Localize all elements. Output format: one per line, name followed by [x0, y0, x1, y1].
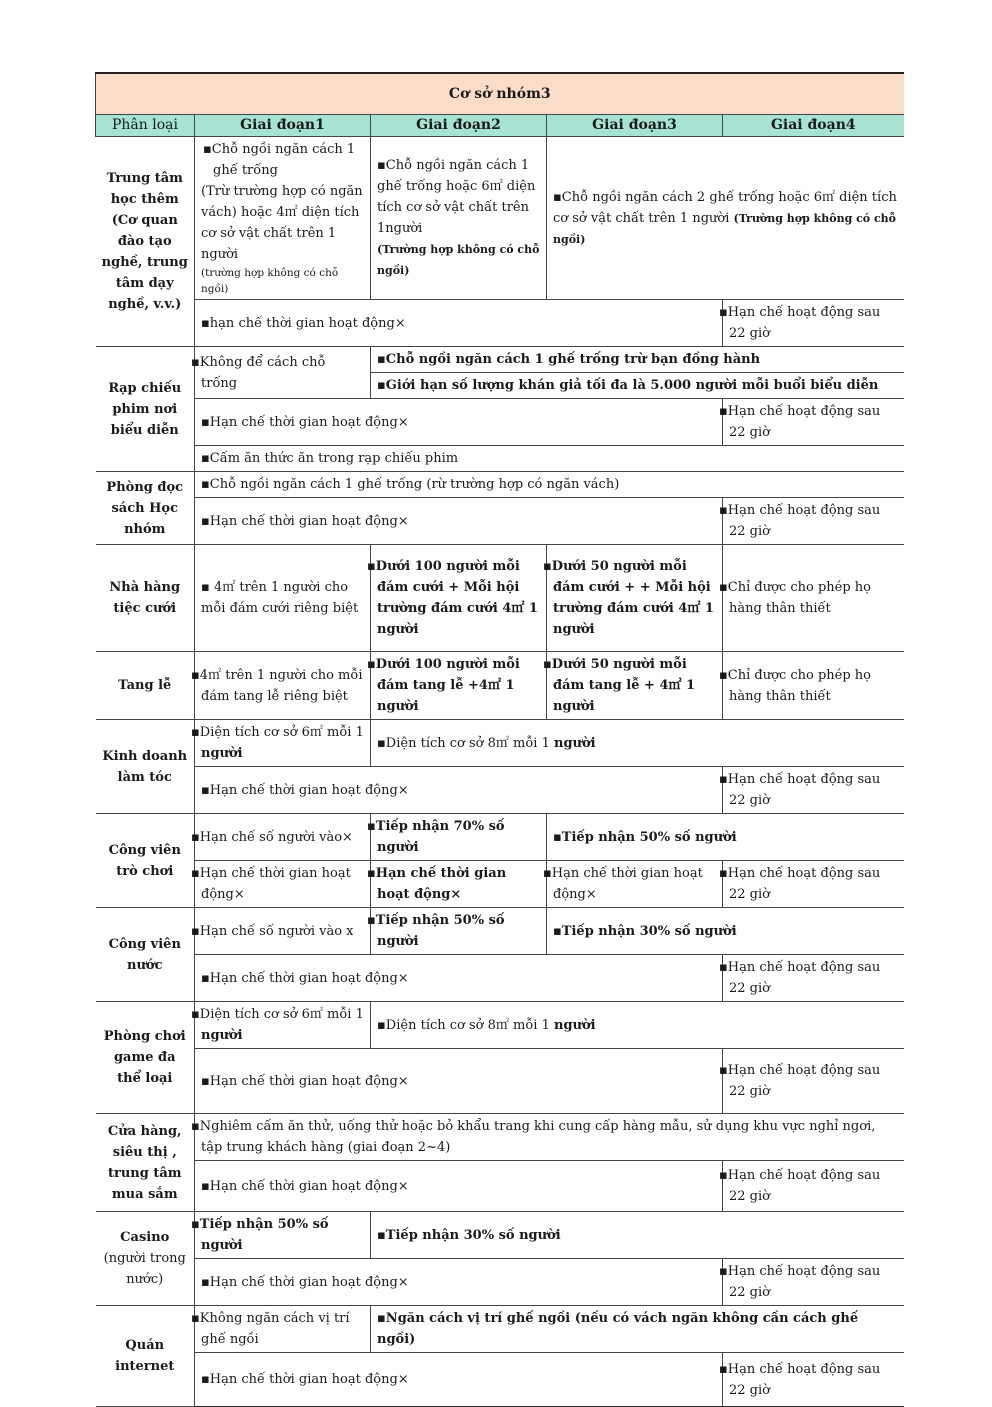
- game-g1-text: ▪Diện tích cơ sở 6㎡ mỗi 1: [191, 1007, 364, 1022]
- reading-seat: ▪Chỗ ngồi ngăn cách 1 ghế trống (rừ trường hợp có ngăn vách): [195, 472, 904, 498]
- tutoring-g2-seat: ▪Chỗ ngồi ngăn cách 1 ghế trống hoặc 6㎡ diện tích cơ sở vật chất trên 1người: [377, 158, 536, 236]
- amusement-g1-time: ▪Hạn chế thời gian hoạt động×: [195, 861, 371, 908]
- casino-g234: ▪Tiếp nhận 30% số người: [371, 1212, 904, 1259]
- casino-g4-time: ▪Hạn chế hoạt động sau 22 giờ: [723, 1259, 904, 1306]
- store-g4-time: ▪Hạn chế hoạt động sau 22 giờ: [723, 1161, 904, 1212]
- tutoring-g34-note: (Trường hợp không có chỗ ngồi): [553, 211, 896, 246]
- amusement-g1-people: ▪Hạn chế số người vào×: [195, 814, 371, 861]
- water-time: ▪Hạn chế thời gian hoạt động×: [195, 955, 723, 1002]
- tutoring-g2-note: (Trường hợp không có chỗ ngồi): [377, 243, 540, 277]
- category-funeral: Tang lễ: [96, 652, 195, 720]
- cinema-g4-time: ▪Hạn chế hoạt động sau 22 giờ: [723, 399, 904, 446]
- table-row: [96, 446, 904, 472]
- tutoring-g1-note: (trường hợp không có chỗ ngồi): [201, 267, 339, 295]
- category-game: Phòng chơi game đa thể loại: [96, 1002, 195, 1114]
- water-g2-people: ▪Tiếp nhận 50% số người: [371, 908, 547, 955]
- category-casino: [96, 1212, 195, 1306]
- water-g1-people: ▪Hạn chế số người vào x: [195, 908, 371, 955]
- casino-g1: ▪Tiếp nhận 50% số người: [195, 1212, 371, 1259]
- table-row: [96, 545, 904, 652]
- amusement-g2-people: ▪Tiếp nhận 70% số người: [371, 814, 547, 861]
- hair-g4-time: ▪Hạn chế hoạt động sau 22 giờ: [723, 767, 904, 814]
- tutoring-time: ▪hạn chế thời gian hoạt động×: [195, 300, 723, 347]
- hair-g234: [371, 720, 904, 767]
- store-time: ▪Hạn chế thời gian hoạt động×: [195, 1161, 723, 1212]
- tutoring-g4-time: ▪Hạn chế hoạt động sau 22 giờ: [723, 300, 904, 347]
- amusement-g34-people: ▪Tiếp nhận 50% số người: [547, 814, 904, 861]
- wedding-g2: ▪Dưới 100 người mỗi đám cưới + Mỗi hội trường đám cưới 4㎡ 1 người: [371, 545, 547, 652]
- table-row: [96, 1306, 904, 1353]
- table-row: [96, 1114, 904, 1161]
- table-row: [96, 652, 904, 720]
- hair-g234-unit: người: [554, 735, 596, 751]
- table-row: [96, 955, 904, 1002]
- table-row: [96, 1353, 904, 1407]
- tutoring-g1-seat: ▪Chỗ ngồi ngăn cách 1 ghế trống: [203, 142, 356, 178]
- game-g234: [371, 1002, 904, 1049]
- header-stage-1: Giai đoạn1: [195, 115, 371, 137]
- game-time: ▪Hạn chế thời gian hoạt động×: [195, 1049, 723, 1114]
- wedding-g3: ▪Dưới 50 người mỗi đám cưới + + Mỗi hội trường đám cưới 4㎡ 1 người: [547, 545, 723, 652]
- game-g234-unit: người: [554, 1017, 596, 1033]
- category-reading: Phòng đọc sách Học nhóm: [96, 472, 195, 545]
- game-g234-text: ▪Diện tích cơ sở 8㎡ mỗi 1: [377, 1017, 555, 1033]
- category-wedding: Nhà hàng tiệc cưới: [96, 545, 195, 652]
- category-internet: Quán internet: [96, 1306, 195, 1407]
- cinema-g1: ▪Không để cách chỗ trống: [195, 347, 371, 399]
- header-stage-2: Giai đoạn2: [371, 115, 547, 137]
- funeral-g1: ▪4㎡ trên 1 người cho mỗi đám tang lễ riêng biệt: [195, 652, 371, 720]
- reading-g4-time: ▪Hạn chế hoạt động sau 22 giờ: [723, 498, 904, 545]
- reading-time: ▪Hạn chế thời gian hoạt động×: [195, 498, 723, 545]
- amusement-g4-time: ▪Hạn chế hoạt động sau 22 giờ: [723, 861, 904, 908]
- header-stage-4: Giai đoạn4: [723, 115, 904, 137]
- game-g1-unit: người: [201, 1028, 243, 1043]
- internet-time: ▪Hạn chế thời gian hoạt động×: [195, 1353, 723, 1407]
- table-row: [96, 1002, 904, 1049]
- table-row: [96, 1161, 904, 1212]
- header-row: [96, 115, 904, 137]
- category-hair: Kinh doanh làm tóc: [96, 720, 195, 814]
- amusement-g3-time: ▪Hạn chế thời gian hoạt động×: [547, 861, 723, 908]
- hair-time: ▪Hạn chế thời gian hoạt động×: [195, 767, 723, 814]
- cinema-g234-seat: ▪Chỗ ngồi ngăn cách 1 ghế trống trừ bạn đồng hành: [371, 347, 904, 373]
- header-stage-3: Giai đoạn3: [547, 115, 723, 137]
- table-row: [96, 472, 904, 498]
- internet-g1: ▪Không ngăn cách vị trí ghế ngồi: [195, 1306, 371, 1353]
- table-row: [96, 767, 904, 814]
- tutoring-g34: [547, 137, 904, 300]
- table-row: [96, 1259, 904, 1306]
- category-amusement: Công viên trò chơi: [96, 814, 195, 908]
- table-row: [96, 861, 904, 908]
- internet-g234: ▪Ngăn cách vị trí ghế ngồi (nếu có vách ngăn không cần cách ghế ngồi): [371, 1306, 904, 1353]
- table-row: [96, 720, 904, 767]
- category-water: Công viên nước: [96, 908, 195, 1002]
- table-row: [96, 1049, 904, 1114]
- game-g1: [191, 1002, 371, 1049]
- table-row: [96, 814, 904, 861]
- regulation-table: [95, 72, 904, 1407]
- store-rule: ▪Nghiêm cấm ăn thử, uống thử hoặc bỏ khẩu trang khi cung cấp hàng mẫu, sử dụng khu vực nghỉ ngơi, tập trung khách hàng (giai đoạn 2~4): [195, 1114, 904, 1161]
- funeral-g3: ▪Dưới 50 người mỗi đám tang lễ + 4㎡ 1 người: [547, 652, 723, 720]
- internet-g4-time: ▪Hạn chế hoạt động sau 22 giờ: [723, 1353, 904, 1407]
- title-row: [96, 73, 904, 115]
- category-store: Cửa hàng, siêu thị , trung tâm mua sắm: [96, 1114, 195, 1212]
- cinema-g234-limit: ▪Giới hạn số lượng khán giả tối đa là 5.000 người mỗi buổi biểu diễn: [371, 373, 904, 399]
- hair-g1-unit: người: [201, 746, 243, 761]
- casino-title: Casino: [120, 1230, 170, 1245]
- category-cinema: Rạp chiếu phim nơi biểu diễn: [96, 347, 195, 472]
- water-g4-time: ▪Hạn chế hoạt động sau 22 giờ: [723, 955, 904, 1002]
- amusement-g2-time: ▪Hạn chế thời gian hoạt động×: [371, 861, 547, 908]
- table-row: [96, 908, 904, 955]
- hair-g234-text: ▪Diện tích cơ sở 8㎡ mỗi 1: [377, 735, 555, 751]
- table-title: Cơ sở nhóm3: [96, 73, 904, 115]
- table-row: [96, 300, 904, 347]
- table-row: [96, 137, 904, 300]
- wedding-g4: ▪Chỉ được cho phép họ hàng thân thiết: [723, 545, 904, 652]
- tutoring-g34-seat: ▪Chỗ ngồi ngăn cách 2 ghế trống hoặc 6㎡ diện tích cơ sở vật chất trên 1 người: [553, 189, 897, 226]
- hair-g1: [191, 720, 371, 767]
- table-row: [96, 498, 904, 545]
- table-row: [96, 1212, 904, 1259]
- hair-g1-text: ▪Diện tích cơ sở 6㎡ mỗi 1: [191, 725, 364, 740]
- funeral-g4: ▪Chỉ được cho phép họ hàng thân thiết: [723, 652, 904, 720]
- cinema-time: ▪Hạn chế thời gian hoạt động×: [195, 399, 723, 446]
- casino-time: ▪Hạn chế thời gian hoạt động×: [195, 1259, 723, 1306]
- category-tutoring: Trung tâm học thêm (Cơ quan đào tạo nghề, trung tâm dạy nghề, v.v.): [96, 137, 195, 347]
- tutoring-g1: [195, 137, 371, 300]
- header-category: Phân loại: [96, 115, 195, 137]
- tutoring-g1-area: (Trừ trường hợp có ngăn vách) hoặc 4㎡ diện tích cơ sở vật chất trên 1 người: [201, 184, 363, 262]
- tutoring-g2: [371, 137, 547, 300]
- game-g4-time: ▪Hạn chế hoạt động sau 22 giờ: [723, 1049, 904, 1114]
- water-g34-people: ▪Tiếp nhận 30% số người: [547, 908, 904, 955]
- funeral-g2: ▪Dưới 100 người mỗi đám tang lễ +4㎡ 1 người: [371, 652, 547, 720]
- table-row: [96, 347, 904, 373]
- casino-subtitle: (người trong nước): [103, 1251, 186, 1287]
- wedding-g1: ▪ 4㎡ trên 1 người cho mỗi đám cưới riêng biệt: [195, 545, 371, 652]
- cinema-food: ▪Cấm ăn thức ăn trong rạp chiếu phim: [195, 446, 904, 472]
- table-row: [96, 399, 904, 446]
